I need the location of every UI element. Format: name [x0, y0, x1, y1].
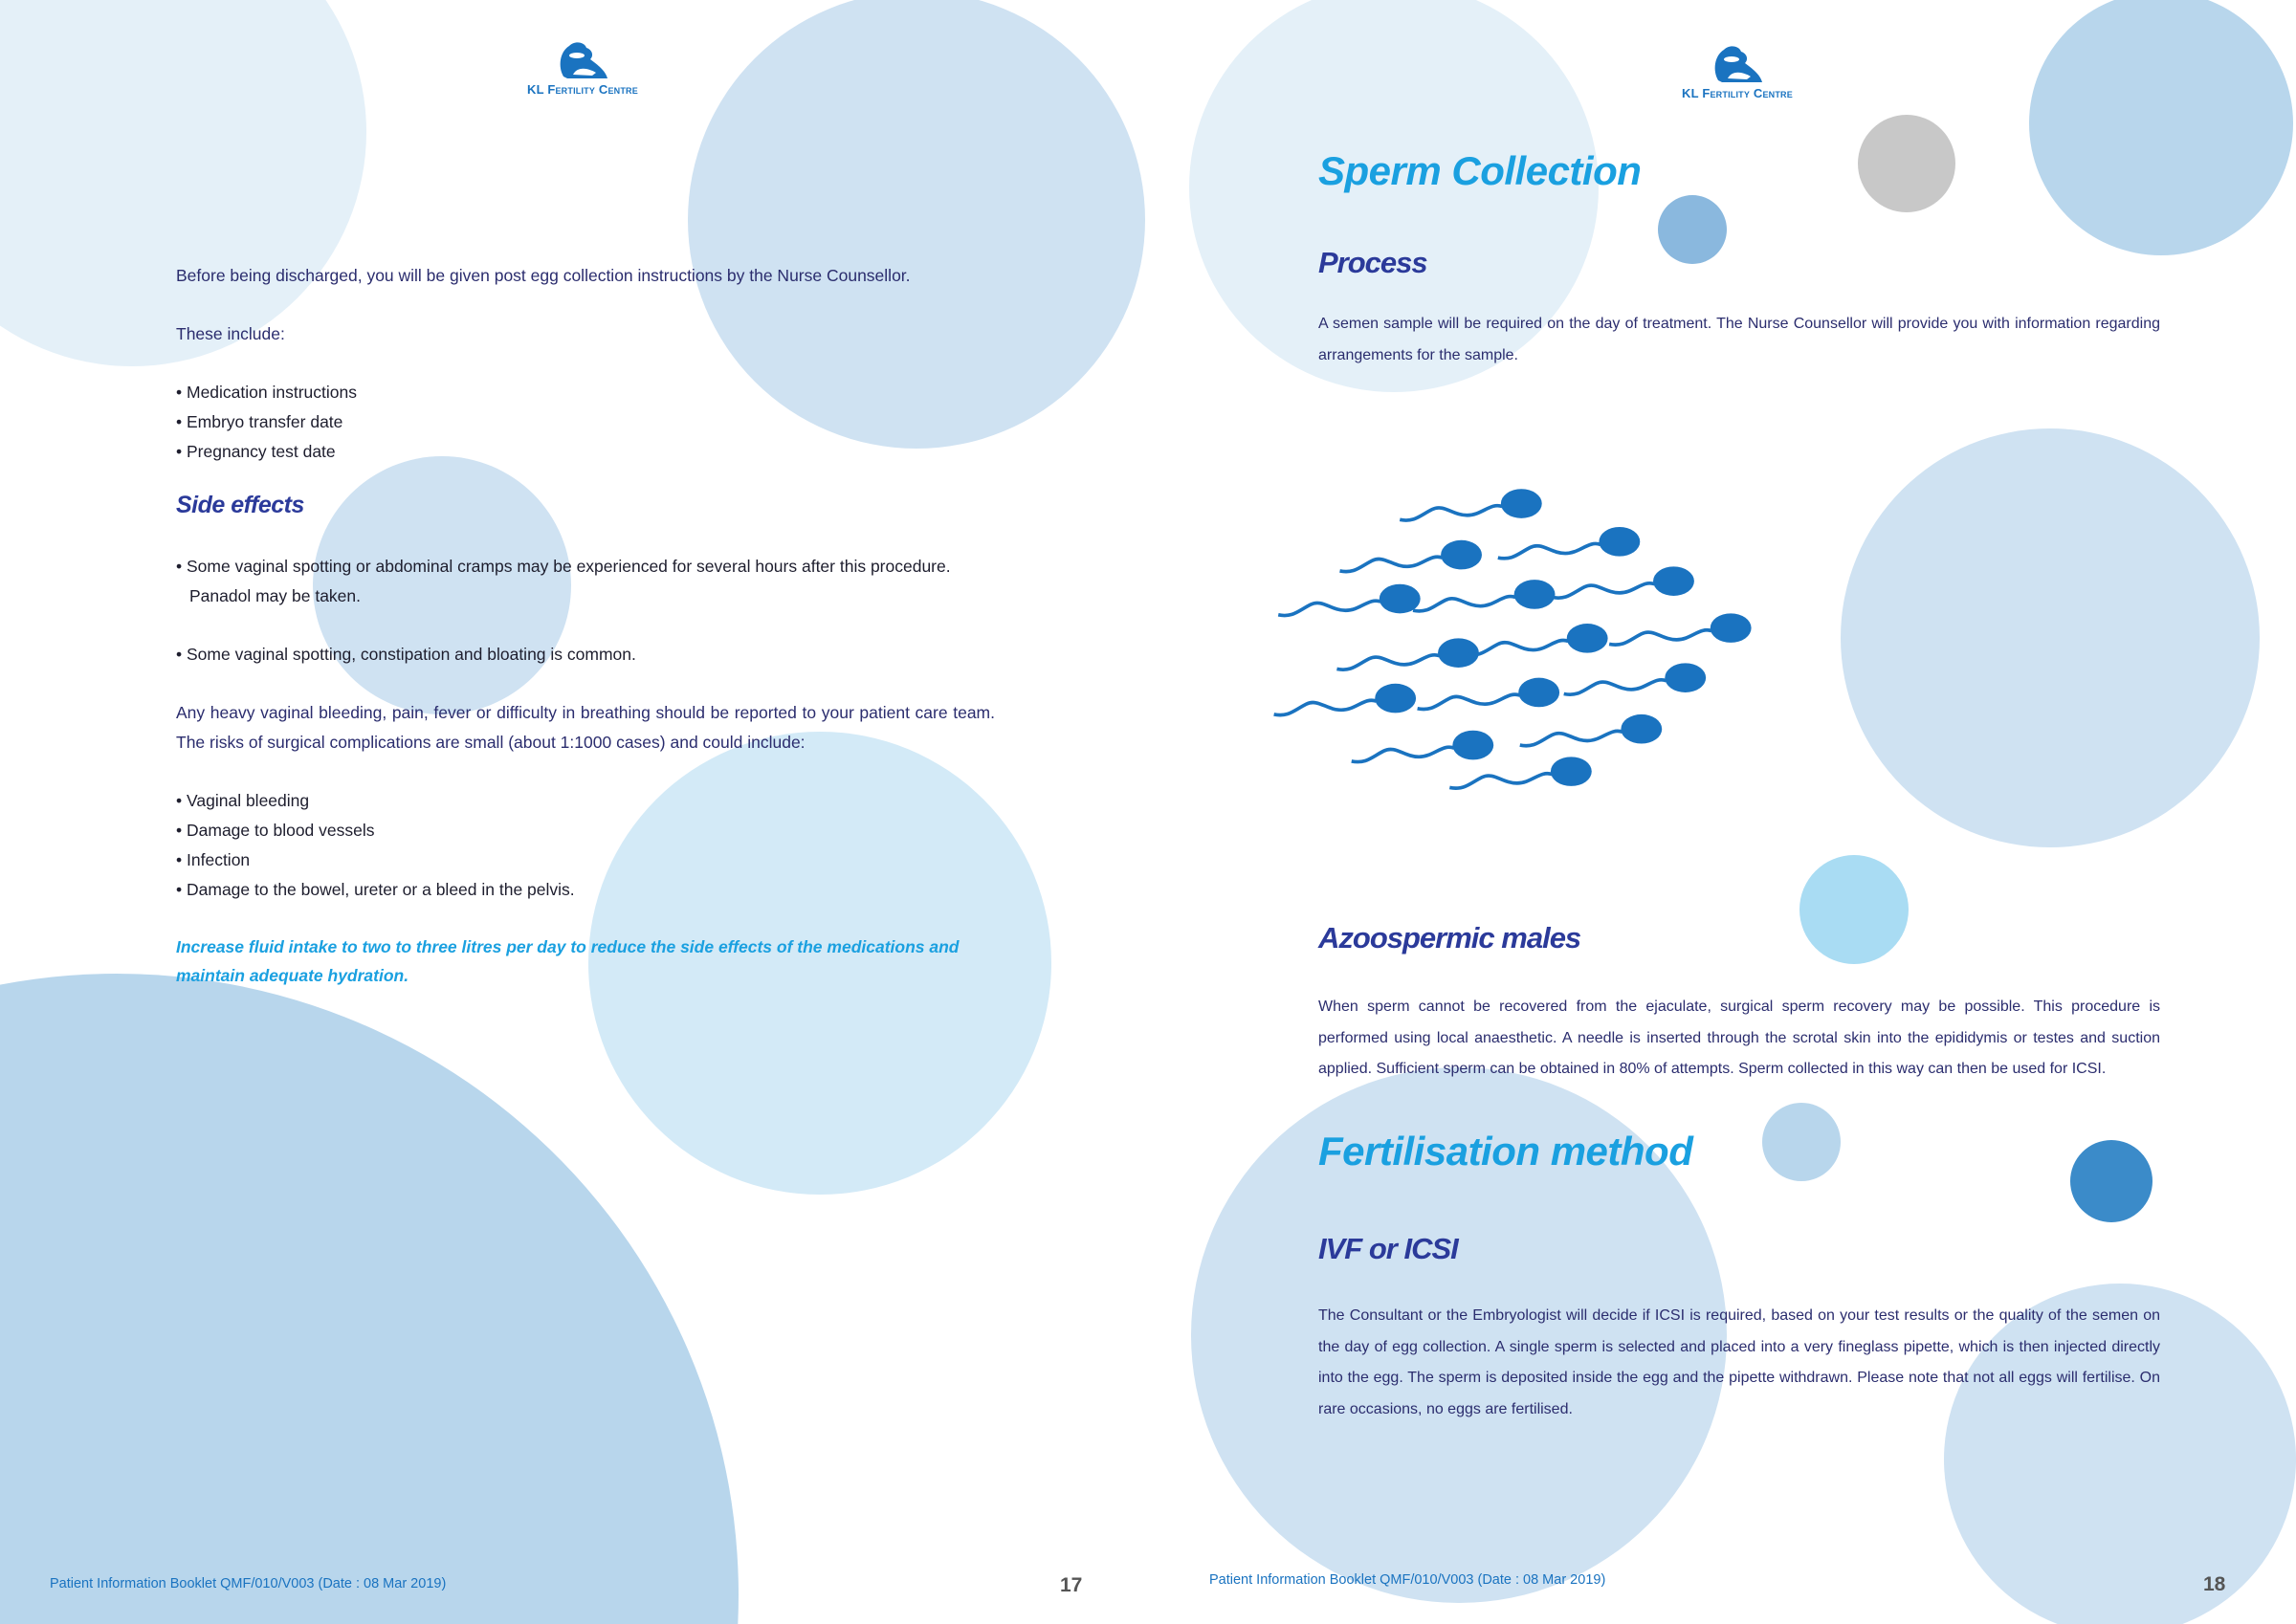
logo-text: KL Fertility Centre: [527, 82, 638, 97]
warning-text: Any heavy vaginal bleeding, pain, fever or difficulty in breathing should be reported to your patient care team. The risks of surgical complications are small (about 1:1000 cases) and could include:: [176, 703, 995, 752]
sperm-illustration: [1274, 489, 1752, 788]
side-effects-list: [176, 552, 999, 669]
page-number: 18: [2203, 1573, 2226, 1595]
list-item: • Damage to blood vessels: [176, 816, 575, 845]
decor-circle: [1841, 428, 2260, 847]
footer-text: Patient Information Booklet QMF/010/V003 (Date : 08 Mar 2019): [1209, 1572, 1606, 1588]
list-item: • Pregnancy test date: [176, 437, 357, 467]
decor-circle: [1658, 195, 1727, 264]
list-item: • Some vaginal spotting or abdominal cramps may be experienced for several hours after this procedure. Panadol may be taken.: [176, 552, 999, 611]
process-heading: Process: [1318, 246, 1427, 279]
logo: [516, 38, 650, 97]
logo-text: KL Fertility Centre: [1682, 86, 1793, 100]
page-title: Sperm Collection: [1318, 148, 1642, 193]
decor-circle: [2070, 1140, 2152, 1222]
footer-text: Patient Information Booklet QMF/010/V003 (Date : 08 Mar 2019): [50, 1576, 447, 1591]
instructions-list: [176, 378, 357, 467]
page-number: 17: [1060, 1574, 1083, 1596]
these-include-label: These include:: [176, 324, 285, 343]
azoospermic-text: When sperm cannot be recovered from the ejaculate, surgical sperm recovery may be possible. This procedure is performed using local anaesthetic. A needle is inserted through the scrotal skin into the epididymis or testes and suction applied. Sufficient sperm can be obtained in 80% of attempts. Sperm collected in this way can then be used for ICSI.: [1318, 999, 2160, 1077]
decor-circle: [2029, 0, 2293, 255]
decor-circle: [1762, 1103, 1841, 1181]
side-effects-heading: Side effects: [176, 492, 304, 518]
logo-icon: [1709, 42, 1766, 86]
list-item: • Embryo transfer date: [176, 407, 357, 437]
azoospermic-heading: Azoospermic males: [1318, 921, 1581, 955]
logo-icon: [554, 38, 611, 82]
decor-circle: [688, 0, 1145, 449]
process-text: A semen sample will be required on the day of treatment. The Nurse Counsellor will provide you with information regarding arrangements for the sample.: [1318, 316, 2160, 363]
decor-circle: [0, 0, 366, 366]
list-item: • Vaginal bleeding: [176, 786, 575, 816]
ivf-icsi-heading: IVF or ICSI: [1318, 1232, 1458, 1265]
list-item: • Some vaginal spotting, constipation and bloating is common.: [176, 640, 999, 669]
complications-list: [176, 786, 575, 905]
advice-text: Increase fluid intake to two to three litres per day to reduce the side effects of the medications and maintain adequate hydration.: [176, 937, 960, 985]
list-item: • Medication instructions: [176, 378, 357, 407]
ivf-text: The Consultant or the Embryologist will decide if ICSI is required, based on your test results or the quality of the semen on the day of egg collection. A single sperm is selected and placed into a very fineglass pipette, which is then injected directly into the egg. The sperm is deposited inside the egg and the pipette withdrawn. Please note that not all eggs will fertilise. On rare occasions, no eggs are fertilised.: [1318, 1307, 2160, 1417]
decor-circle: [1799, 855, 1909, 964]
decor-circle: [1858, 115, 1955, 212]
list-item: • Infection: [176, 845, 575, 875]
fertilisation-heading: Fertilisation method: [1318, 1129, 1693, 1174]
intro-text: Before being discharged, you will be given post egg collection instructions by the Nurse Counsellor.: [176, 266, 911, 285]
logo: [1670, 42, 1804, 100]
list-item: • Damage to the bowel, ureter or a bleed in the pelvis.: [176, 875, 575, 905]
